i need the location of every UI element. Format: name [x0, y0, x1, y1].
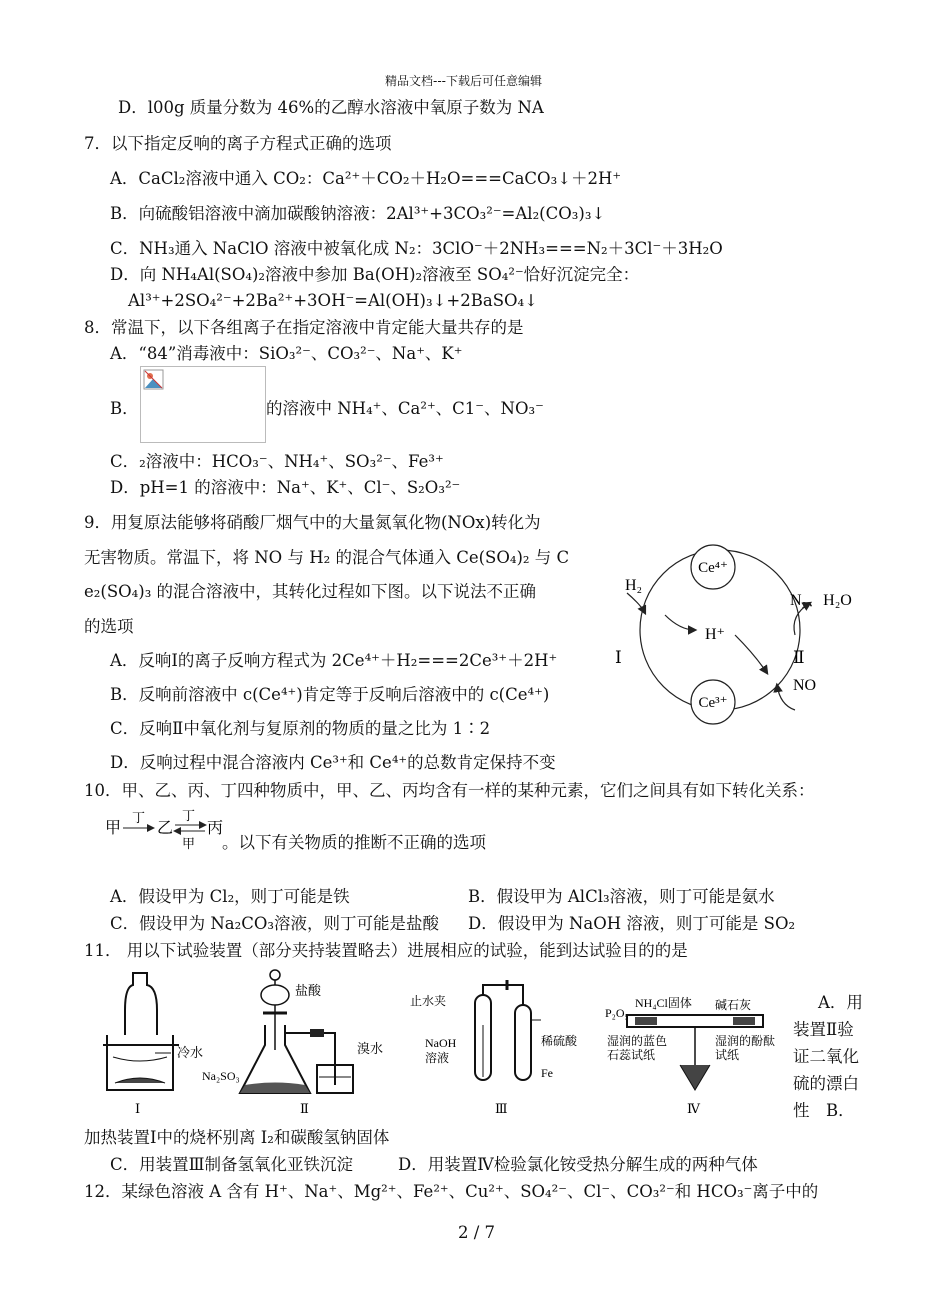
apparatus-i-cold-water: 冷水 [177, 1045, 204, 1060]
ce3-label: Ce³⁺ [698, 695, 728, 711]
q9-option-a: A．反响Ⅰ的离子反响方程式为 2Ce⁴⁺＋H₂===2Ce³⁺＋2H⁺ [110, 651, 558, 670]
q10-option-b: B．假设甲为 AlCl₃溶液，则丁可能是氨水 [468, 887, 775, 906]
q11-option-c: C．用装置Ⅲ制备氢氧化亚铁沉淀 [110, 1155, 354, 1174]
q9-option-b: B．反响前溶液中 c(Ce⁴⁺)肯定等于反响后溶液中的 c(Ce⁴⁺) [110, 685, 550, 704]
q7-stem: 7．以下指定反响的离子方程式正确的选项 [84, 134, 392, 153]
apparatus-iii-solution: 溶液 [425, 1051, 450, 1065]
scheme-jia: 甲 [105, 820, 122, 837]
apparatus-ii-bromine-water: 溴水 [357, 1041, 384, 1056]
q9-stem-1: 9．用复原法能够将硝酸厂烟气中的大量氮氧化物(NOx)转化为 [84, 513, 541, 532]
apparatus-iv-blue-litmus-1: 湿润的蓝色 [607, 1034, 668, 1048]
q11-option-a-5: 性 B． [793, 1101, 855, 1120]
apparatus-iv-number: Ⅳ [687, 1101, 700, 1116]
q8-option-c: C．₂溶液中：HCO₃⁻、NH₄⁺、SO₃²⁻、Fe³⁺ [110, 452, 444, 471]
apparatus-iv-nh4cl: NH₄Cl固体 [635, 996, 692, 1010]
apparatus-ii [202, 970, 383, 1116]
scheme-ding-1: 丁 [132, 810, 146, 825]
broken-image-placeholder [140, 366, 266, 443]
apparatus-iii-number: Ⅲ [495, 1101, 508, 1116]
apparatus-i-number: Ⅰ [135, 1101, 141, 1116]
q6-option-d: D．l00g 质量分数为 46%的乙醇水溶液中氧原子数为 NA [118, 98, 544, 117]
q8-option-b-text: 的溶液中 NH₄⁺、Ca²⁺、C1⁻、NO₃⁻ [266, 399, 544, 418]
q11-stem: 11． 用以下试验装置（部分夹持装置略去）进展相应的试验，能到达试验目的的是 [84, 941, 688, 960]
q10-option-c: C．假设甲为 Na₂CO₃溶液，则丁可能是盐酸 [110, 914, 440, 933]
n2-h2o-label: N₂、H₂O [790, 592, 852, 609]
apparatus-iv-p2o5: P₂O₅ [605, 1006, 629, 1020]
q9-stem-4: 的选项 [84, 617, 134, 636]
apparatus-iii-dilute-h2so4: 稀硫酸 [541, 1034, 578, 1048]
ce4-label: Ce⁴⁺ [698, 560, 728, 576]
apparatus-iv-phenolphthalein-1: 湿润的酚酞 [715, 1034, 776, 1048]
q7-option-d-equation: Al³⁺+2SO₄²⁻+2Ba²⁺+3OH⁻=Al(OH)₃↓+2BaSO₄↓ [128, 291, 538, 310]
h2-label: H₂ [625, 577, 643, 594]
apparatus-ii-na2so3: Na₂SO₃ [202, 1069, 240, 1083]
reaction-i-label: Ⅰ [615, 648, 622, 667]
q9-option-c: C．反响Ⅱ中氧化剂与复原剂的物质的量之比为 1∶2 [110, 719, 491, 738]
q8-option-d: D．pH=1 的溶液中：Na⁺、K⁺、Cl⁻、S₂O₃²⁻ [110, 478, 461, 497]
q7-option-d: D．向 NH₄Al(SO₄)₂溶液中参加 Ba(OH)₂溶液至 SO₄²⁻恰好沉淀完全： [110, 265, 640, 284]
no-label: NO [793, 677, 817, 694]
q7-option-c: C．NH₃通入 NaClO 溶液中被氧化成 N₂：3ClO⁻＋2NH₃===N₂＋3Cl⁻＋3H₂O [110, 239, 723, 258]
q10-option-d: D．假设甲为 NaOH 溶液，则丁可能是 SO₂ [468, 914, 796, 933]
q7-option-a: A．CaCl₂溶液中通入 CO₂：Ca²⁺＋CO₂＋H₂O===CaCO₃↓＋2H⁺ [110, 169, 622, 188]
q12-stem: 12．某绿色溶液 A 含有 H⁺、Na⁺、Mg²⁺、Fe²⁺、Cu²⁺、SO₄²⁻、Cl⁻、CO₃²⁻和 HCO₃⁻离子中的 [84, 1182, 819, 1201]
page-header: 精品文档---下载后可任意编辑 [385, 74, 542, 88]
q8-option-a: A．“84”消毒液中：SiO₃²⁻、CO₃²⁻、Na⁺、K⁺ [110, 344, 463, 363]
q10-stem: 10．甲、乙、丙、丁四种物质中，甲、乙、丙均含有一样的某种元素，它们之间具有如下转化关系： [84, 781, 815, 800]
hplus-arrow [665, 615, 695, 630]
scheme-yi: 乙 [157, 820, 174, 837]
q11-option-a-2: 装置Ⅱ验 [793, 1020, 854, 1039]
reaction-ii-label: Ⅱ [793, 648, 805, 667]
q11-option-b: 加热装置Ⅰ中的烧杯别离 I₂和碳酸氢钠固体 [84, 1128, 390, 1147]
q10-stem-tail: 。以下有关物质的推断不正确的选项 [222, 833, 486, 852]
q9-stem-3: e₂(SO₄)₃ 的混合溶液中，其转化过程如下图。以下说法不正确 [84, 582, 537, 601]
hplus-label: H⁺ [705, 626, 725, 643]
q11-option-d: D．用装置Ⅳ检验氯化铵受热分解生成的两种气体 [398, 1155, 758, 1174]
ce-cycle-diagram [595, 535, 875, 735]
q10-conversion-scheme [105, 808, 225, 853]
q11-option-a-1: A．用 [818, 993, 863, 1012]
broken-image-icon [143, 369, 165, 391]
scheme-ding-2: 丁 [182, 808, 196, 823]
apparatus-iii-fe: Fe [541, 1066, 553, 1080]
q9-stem-2: 无害物质。常温下，将 NO 与 H₂ 的混合气体通入 Ce(SO₄)₂ 与 C [84, 548, 570, 567]
q11-apparatus-figure [95, 965, 815, 1125]
scheme-jia-2: 甲 [182, 836, 196, 851]
page-footer: 2 / 7 [458, 1223, 496, 1242]
q8-stem: 8．常温下，以下各组离子在指定溶液中肯定能大量共存的是 [84, 318, 524, 337]
inner-arrow [735, 635, 767, 673]
apparatus-iii-naoh: NaOH [425, 1036, 457, 1050]
q10-option-a: A．假设甲为 Cl₂，则丁可能是铁 [110, 887, 350, 906]
apparatus-i [103, 973, 203, 1116]
apparatus-iv [605, 995, 775, 1116]
q11-option-a-4: 硫的漂白 [793, 1074, 859, 1093]
q11-option-a-3: 证二氧化 [793, 1047, 859, 1066]
apparatus-iv-blue-litmus-2: 石蕊试纸 [607, 1048, 656, 1062]
apparatus-iv-phenolphthalein-2: 试纸 [715, 1048, 740, 1062]
q9-option-d: D．反响过程中混合溶液内 Ce³⁺和 Ce⁴⁺的总数肯定保持不变 [110, 753, 556, 772]
apparatus-ii-hcl: 盐酸 [295, 983, 322, 998]
apparatus-iv-soda-lime: 碱石灰 [715, 998, 752, 1012]
apparatus-iii [410, 980, 578, 1116]
q8-option-b-label: B． [110, 399, 139, 418]
apparatus-ii-number: Ⅱ [300, 1101, 309, 1116]
q7-option-b: B．向硫酸铝溶液中滴加碳酸钠溶液：2Al³⁺+3CO₃²⁻=Al₂(CO₃)₃↓ [110, 204, 606, 223]
apparatus-iii-clamp: 止水夹 [410, 994, 447, 1008]
scheme-bing: 丙 [207, 820, 224, 837]
